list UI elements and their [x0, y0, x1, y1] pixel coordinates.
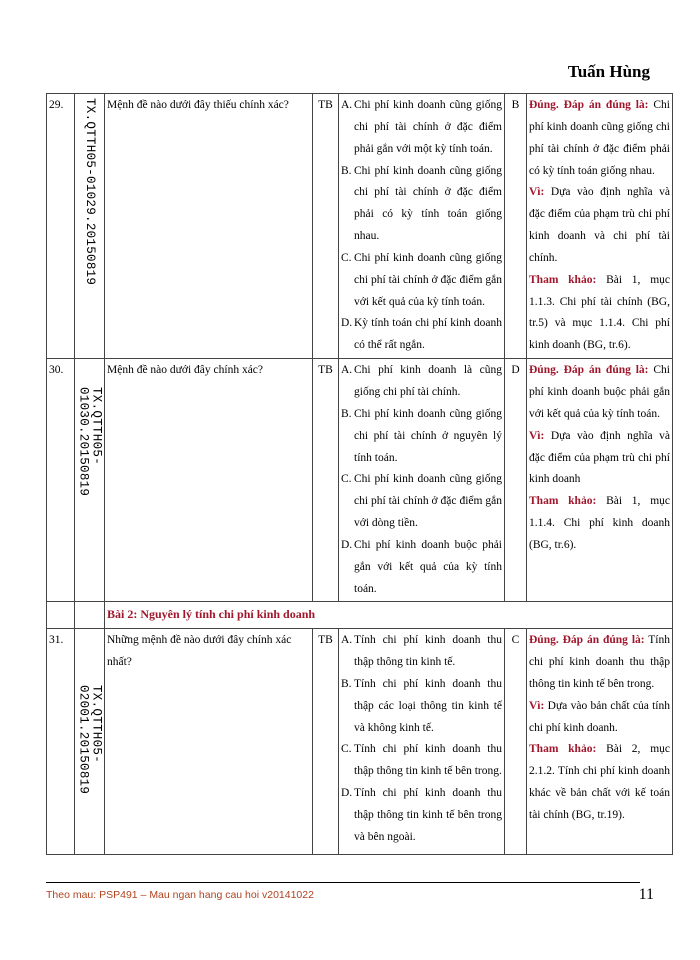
option-text: Tính chi phí kinh doanh thu thập thông tin kinh tế bên trong và bên ngoài.	[354, 787, 502, 843]
reason-text: Dựa vào bản chất của tính chi phí kinh doanh.	[529, 699, 670, 734]
question-code: TX.QTTH05- 01030.20150819	[76, 387, 104, 497]
question-code-cell	[75, 359, 105, 602]
section-blank-cell	[75, 602, 105, 629]
explanation	[527, 629, 673, 855]
option-b	[341, 674, 502, 740]
reason-label: Vì:	[529, 429, 545, 442]
reference-label: Tham khảo:	[529, 495, 597, 508]
difficulty-level: TB	[313, 359, 339, 602]
difficulty-level: TB	[313, 94, 339, 359]
question-code: TX.QTTH05- 02001.20150819	[76, 685, 104, 795]
correct-answer: D	[505, 359, 527, 602]
question-row-30	[47, 359, 673, 602]
question-bank-table	[46, 93, 673, 855]
answer-options	[339, 94, 505, 359]
option-text: Tính chi phí kinh doanh thu thập thông tin kinh tế bên trong.	[354, 743, 502, 778]
option-text: Chi phí kinh doanh buộc phải gắn với kết quả của kỳ tính toán.	[354, 538, 502, 595]
question-code: TX.QTTH05-01029.20150819	[83, 98, 98, 286]
footer-divider	[46, 882, 640, 883]
option-b	[341, 161, 502, 248]
reference-text: Bài 1, mục 1.1.4. Chi phí kinh doanh (BG, tr.6).	[529, 495, 670, 551]
correct-text: Tính chi phí kinh doanh thu thập thông tin kinh tế bên trong.	[529, 634, 670, 690]
question-prompt: Những mệnh đề nào dưới đây chính xác nhất?	[105, 629, 313, 855]
question-row-29	[47, 94, 673, 359]
reference-label: Tham khảo:	[529, 743, 597, 756]
option-letter: A.	[341, 634, 353, 647]
difficulty-level: TB	[313, 629, 339, 855]
question-row-31	[47, 629, 673, 855]
option-c	[341, 469, 502, 535]
reason-label: Vì:	[529, 186, 545, 199]
correct-label: Đúng. Đáp án đúng là:	[529, 99, 649, 111]
section-row	[47, 602, 673, 629]
option-letter: A.	[341, 99, 353, 111]
option-text: Chi phí kinh doanh cũng giống chi phí tài chính ở đặc điểm phải có kỳ tính toán giống nhau.	[354, 164, 502, 243]
option-d	[341, 313, 502, 357]
option-letter: B.	[341, 164, 352, 177]
explanation	[527, 94, 673, 359]
option-text: Tính chi phí kinh doanh thu thập thông tin kinh tế.	[354, 634, 502, 669]
option-text: Chi phí kinh doanh cũng giống chi phí tài chính ở đặc điểm phải gắn với một kỳ tính toán.	[354, 99, 502, 155]
reference-text: Bài 2, mục 2.1.2. Tính chi phí kinh doanh khác về bản chất với kế toán tài chính (BG, tr.19).	[529, 743, 670, 821]
option-b	[341, 404, 502, 470]
option-letter: B.	[341, 407, 352, 420]
reason-text: Dựa vào định nghĩa và đặc điểm của phạm trù chi phí kinh doanh	[529, 429, 670, 486]
question-code-cell	[75, 94, 105, 359]
reference-text: Bài 1, mục 1.1.3. Chi phí tài chính (BG, tr.5) và mục 1.1.4. Chi phí kinh doanh (BG, tr.6).	[529, 273, 670, 352]
question-number: 30.	[47, 359, 75, 602]
option-text: Chi phí kinh doanh là cũng giống chi phí tài chính.	[354, 364, 502, 398]
question-number: 29.	[47, 94, 75, 359]
question-code-cell	[75, 629, 105, 855]
question-prompt: Mệnh đề nào dưới đây chính xác?	[105, 359, 313, 602]
question-number: 31.	[47, 629, 75, 855]
correct-text: Chi phí kinh doanh cũng giống chi phí tài chính ở đặc điểm phải có kỳ tính toán giống nhau.	[529, 99, 670, 177]
explanation	[527, 359, 673, 602]
option-a	[341, 630, 502, 674]
page-number: 11	[638, 886, 654, 903]
answer-options	[339, 629, 505, 855]
correct-answer: C	[505, 629, 527, 855]
correct-label: Đúng. Đáp án đúng là:	[529, 634, 645, 647]
option-letter: C.	[341, 251, 352, 264]
reason-text: Dựa vào định nghĩa và đặc điểm của phạm trù chi phí kinh doanh và chi phí tài chính.	[529, 186, 670, 264]
option-text: Tính chi phí kinh doanh thu thập các loại thông tin kinh tế và không kinh tế.	[354, 677, 502, 734]
option-letter: C.	[341, 473, 352, 486]
option-c	[341, 248, 502, 314]
option-text: Chi phí kinh doanh cũng giống chi phí tài chính ở nguyên lý tính toán.	[354, 407, 502, 464]
section-blank-cell	[47, 602, 75, 629]
option-letter: B.	[341, 677, 352, 690]
option-c	[341, 739, 502, 783]
correct-label: Đúng. Đáp án đúng là:	[529, 364, 649, 377]
reference-label: Tham khảo:	[529, 273, 597, 286]
option-letter: D.	[341, 787, 353, 800]
option-d	[341, 783, 502, 849]
section-title: Bài 2: Nguyên lý tính chi phí kinh doanh	[107, 607, 316, 622]
option-text: Chi phí kinh doanh cũng giống chi phí tài chính ở đặc điểm gắn với dòng tiền.	[354, 473, 502, 530]
option-a	[341, 360, 502, 404]
option-text: Chi phí kinh doanh cũng giống chi phí tài chính ở đặc điểm gắn với kết quả của kỳ tính toán.	[354, 251, 502, 308]
option-letter: D.	[341, 538, 353, 551]
option-text: Kỳ tính toán chi phí kinh doanh có thể rất ngắn.	[354, 317, 502, 352]
option-d	[341, 535, 502, 601]
correct-answer: B	[505, 94, 527, 359]
answer-options	[339, 359, 505, 602]
option-letter: A.	[341, 364, 353, 377]
author-name: Tuấn Hùng	[567, 62, 650, 81]
footer-template-label: Theo mau: PSP491 – Mau ngan hang cau hoi v20141022	[46, 889, 314, 901]
option-letter: C.	[341, 743, 352, 756]
option-a	[341, 95, 502, 161]
reason-label: Vì:	[529, 699, 545, 712]
correct-text: Chi phí kinh doanh buộc phải gắn với kết quả của kỳ tính toán.	[529, 364, 670, 420]
question-prompt: Mệnh đề nào dưới đây thiếu chính xác?	[105, 94, 313, 359]
option-letter: D.	[341, 317, 353, 330]
section-title-cell	[105, 602, 673, 629]
